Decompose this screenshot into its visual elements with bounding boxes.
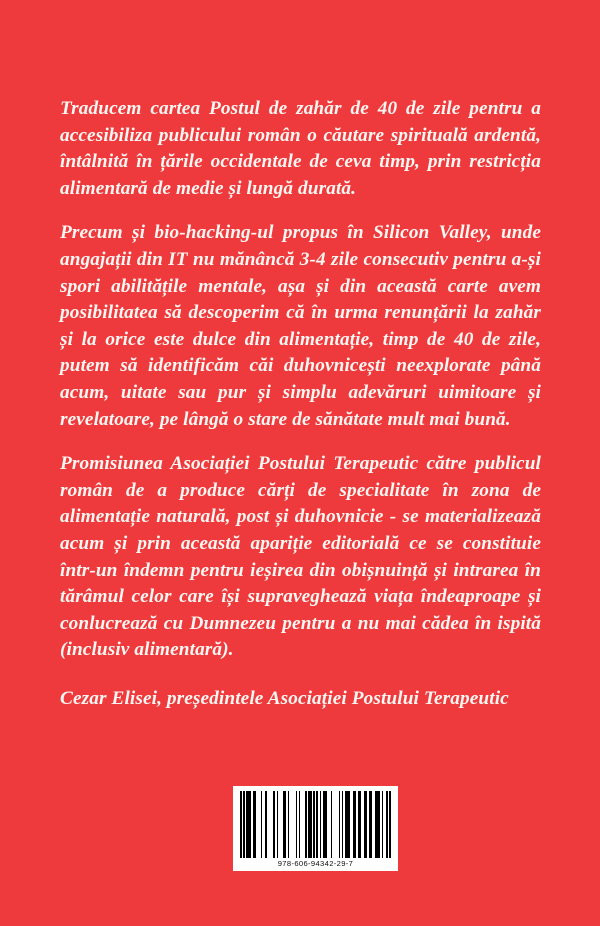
author-signature: Cezar Elisei, președintele Asociației Postului Terapeutic [60,688,509,709]
barcode-bars [240,791,391,858]
blurb-paragraph-1: Traducem cartea Postul de zahăr de 40 de zile pentru a accesibiliza publicului român o căutare spirituală ardentă, întâlnită în țările occidentale de ceva timp, prin restricția alimentară de medie și lungă durată. [60,98,541,199]
blurb-paragraph-2: Precum și bio-hacking-ul propus în Silicon Valley, unde angajații din IT nu mănâncă 3-4 zile consecutiv pentru a-și spori abilitățile mentale, așa și din această carte avem posibilitatea să descoperim că în urma renunțării la zahăr și la orice este dulce din alimentație, timp de 40 de zile, putem să identificăm căi duhovnicești neexplorate până acum, uitate sau pur și simplu adevăruri uimitoare și revelatoare, pe lângă o stare de sănătate mult mai bună. [60,222,541,430]
blurb-paragraph-3: Promisiunea Asociației Postului Terapeutic către publicul român de a produce cărți de specialitate în zona de alimentație naturală, post și duhovnicie - se materializează acum și prin această apariție editorială ce se constituie într-un îndemn pentru ieșirea din obișnuință și intrarea în tărâmul celor care își supraveghează viața îndeaproape și conlucrează cu Dumnezeu pentru a nu mai cădea în ispită (inclusiv alimentară). [60,453,541,661]
isbn-barcode [233,786,398,871]
blurb-text-block [60,96,541,664]
isbn-number: 978-606-94342-29-7 [277,859,354,868]
